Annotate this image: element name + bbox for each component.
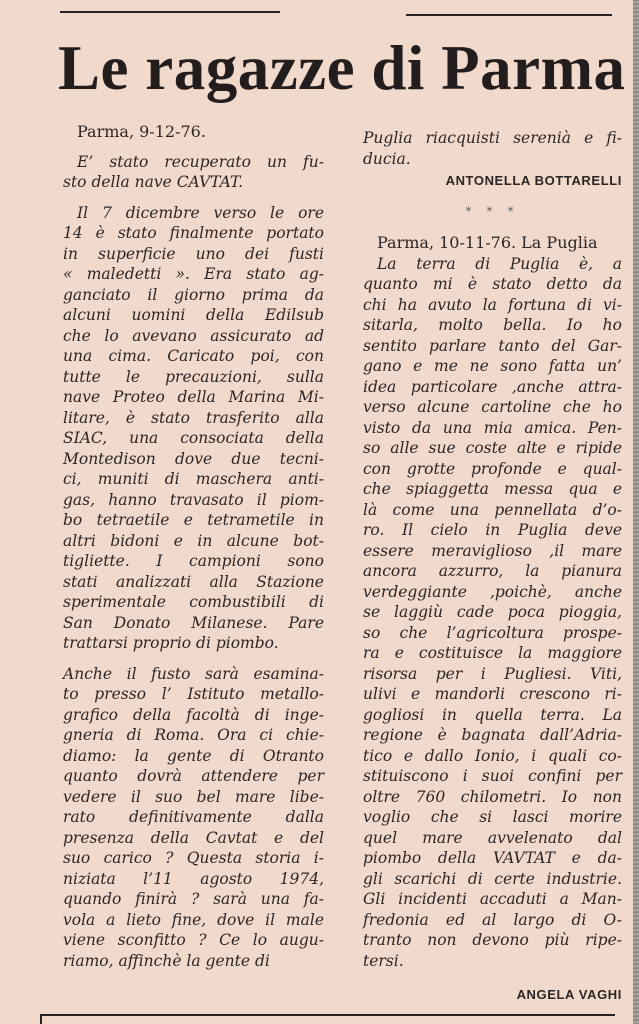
text-line: gas, hanno travasato il piom- (63, 490, 324, 509)
text-line: ra e costituisce la maggiore (363, 644, 622, 662)
letter-2-signature: ANGELA VAGHI (516, 987, 622, 1002)
letter-1-column (63, 122, 324, 971)
text-line: trattarsi proprio di piombo. (63, 634, 279, 652)
top-rule-left (60, 11, 280, 13)
text-line: idea particolare ,anche attra- (363, 377, 622, 396)
text-line: sperimentale combustibili di (63, 593, 324, 611)
text-line: rato definitivamente dalla (63, 808, 324, 826)
spacer (63, 143, 324, 152)
letter-2-body (363, 254, 622, 972)
text-line: verso alcune cartoline che ho (363, 398, 622, 416)
text-line: quando finirà ? sarà una fa- (63, 890, 324, 908)
text-line: ducia. (363, 149, 411, 168)
text-line: riamo, affinchè la gente di (63, 951, 270, 970)
text-line: suo carico ? Questa storia i- (63, 849, 324, 867)
text-line: ulivi e mandorli crescono ri- (363, 685, 622, 703)
text-line: se laggiù cade poca pioggia, (363, 603, 622, 621)
bottom-rule (40, 1014, 615, 1016)
text-line: ancora azzurro, la pianura (363, 562, 622, 580)
text-line: nave Proteo della Marina Mi- (63, 388, 324, 406)
text-line: diamo: la gente di Otranto (63, 746, 324, 765)
letter-2-column (363, 128, 622, 1006)
text-line: stituiscono i suoi confini per (363, 767, 622, 785)
letter-1-dateline: Parma, 9-12-76. (77, 122, 206, 141)
text-line: viene sconfitto ? Ce lo augu- (63, 931, 324, 949)
text-line: con grotte profonde e qual- (363, 459, 622, 478)
text-line: che lo avevano assicurato ad (63, 326, 324, 345)
text-line: 14 è stato finalmente portato (63, 224, 324, 242)
text-line: sitarla, molto bella. Io ho (363, 316, 622, 334)
text-line: alcuni uomini della Edilsub (63, 306, 324, 324)
text-line: che spiaggetta messa qua e (363, 480, 622, 498)
text-line: litare, è stato trasferito alla (63, 408, 324, 427)
text-line: gli scarichi di certe industrie. (363, 869, 622, 888)
letter-2-dateline: Parma, 10-11-76. La Puglia (377, 233, 598, 252)
text-line: in superficie uno dei fusti (63, 244, 324, 263)
text-line: Anche il fusto sarà esamina- (63, 664, 324, 683)
text-line: ci, muniti di maschera anti- (63, 470, 324, 488)
text-line: risorsa per i Pugliesi. Viti, (363, 664, 622, 683)
text-line: ro. Il cielo in Puglia deve (363, 521, 622, 539)
text-line: quel mare avvelenato dal (363, 828, 622, 847)
text-line: chi ha avuto la fortuna di vi- (363, 295, 622, 314)
top-rule-right (406, 14, 612, 16)
text-line: grafico della facoltà di inge- (63, 705, 324, 724)
text-line: visto da una mia amica. Pen- (363, 418, 622, 437)
text-line: « maledetti ». Era stato ag- (63, 265, 324, 283)
text-line: altri bidoni e in alcune bot- (63, 531, 324, 550)
headline: Le ragazze di Parma (58, 33, 626, 103)
text-line: to presso l’ Istituto metallo- (63, 685, 324, 703)
letter-1-body (63, 152, 324, 972)
text-line: Montedison dove due tecni- (63, 449, 324, 468)
text-line: vola a lieto fine, dove il male (63, 910, 324, 929)
text-line: bo tetraetile e tetrametile in (63, 511, 324, 529)
text-line: SIAC, una consociata della (63, 429, 324, 447)
text-line: regione è bagnata dall’Adria- (363, 726, 622, 744)
text-line: ganciato il giorno prima da (63, 285, 324, 304)
text-line: sentito parlare tanto del Gar- (363, 336, 622, 355)
text-line: Gli incidenti accaduti a Man- (363, 890, 622, 908)
text-line: so alle sue coste alte e ripide (363, 439, 622, 457)
text-line: gneria di Roma. Ora ci chie- (63, 726, 324, 744)
text-line: quanto mi è stato detto da (363, 275, 622, 293)
page-edge (633, 0, 639, 1024)
text-line: quanto dovrà attendere per (63, 767, 324, 785)
separator-stars: * * * (465, 204, 520, 218)
text-line: tersi. (363, 951, 404, 970)
text-line: so che l’agricoltura prospe- (363, 623, 622, 642)
text-line: verdeggiante ,poichè, anche (363, 582, 622, 601)
text-line: tranto non devono più ripe- (363, 931, 622, 949)
text-line: niziata l’11 agosto 1974, (63, 869, 324, 888)
text-line: Puglia riacquisti serenià e fi- (363, 129, 622, 147)
text-line: Il 7 dicembre verso le ore (77, 203, 324, 222)
text-line: La terra di Puglia è, a (377, 254, 622, 273)
text-line: stati analizzati alla Stazione (63, 572, 324, 591)
bottom-rule-tick (40, 1014, 42, 1024)
text-line: voglio che si lasci morire (363, 808, 622, 826)
text-line: San Donato Milanese. Pare (63, 613, 324, 632)
text-line: E’ stato recuperato un fu- (77, 152, 324, 171)
letter-1-signature: ANTONELLA BOTTARELLI (445, 173, 622, 188)
text-line: là come una pennellata d’o- (363, 500, 622, 519)
text-line: tigliette. I campioni sono (63, 552, 324, 570)
text-line: gano e me ne sono fatta un’ (363, 357, 622, 375)
letter-1-continuation (363, 128, 622, 169)
paragraph-gap (63, 654, 324, 664)
text-line: essere meraviglioso ,il mare (363, 541, 622, 560)
text-line: fredonia ed al largo di O- (363, 910, 622, 929)
text-line: tutte le precauzioni, sulla (63, 367, 324, 386)
text-line: gogliosi in quella terra. La (363, 705, 622, 724)
text-line: una cima. Caricato poi, con (63, 347, 324, 365)
paragraph-gap (63, 193, 324, 203)
text-line: oltre 760 chilometri. Io non (363, 787, 622, 806)
text-line: vedere il suo bel mare libe- (63, 787, 324, 806)
text-line: piombo della VAVTAT e da- (363, 849, 622, 867)
text-line: presenza della Cavtat e del (63, 828, 324, 847)
text-line: tico e dallo Ionio, i quali co- (363, 746, 622, 765)
text-line: sto della nave CAVTAT. (63, 173, 243, 191)
